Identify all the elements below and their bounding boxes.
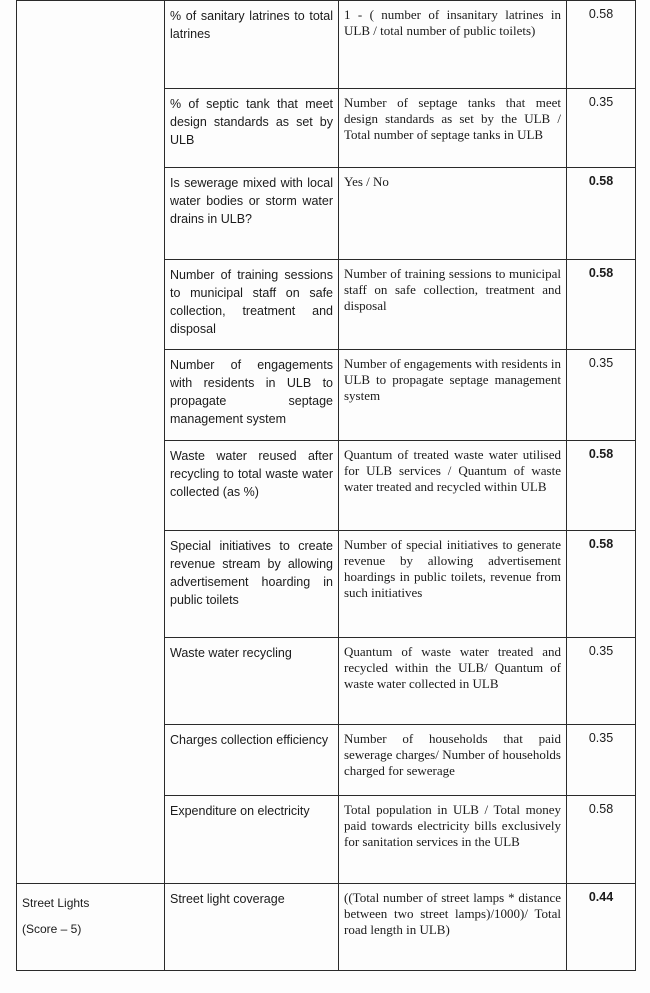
weight-cell: 0.35 — [567, 350, 636, 441]
weight-cell: 0.58 — [567, 531, 636, 638]
formula-cell: Number of special initiatives to generate revenue by allowing advertisement hoardings in public toilets, revenue from such initiatives — [339, 531, 567, 638]
weight-cell: 0.44 — [567, 884, 636, 971]
formula-cell: Number of engagements with residents in ULB to propagate septage management system — [339, 350, 567, 441]
table-row — [17, 1, 636, 89]
category-cell — [17, 884, 165, 971]
indicator-cell: Charges collection efficiency — [165, 725, 339, 796]
weight-cell: 0.35 — [567, 725, 636, 796]
formula-cell: Quantum of waste water treated and recycled within the ULB/ Quantum of waste water collected in ULB — [339, 638, 567, 725]
weight-cell: 0.58 — [567, 441, 636, 531]
indicator-table — [16, 0, 636, 971]
indicator-cell: Number of training sessions to municipal staff on safe collection, treatment and disposal — [165, 260, 339, 350]
indicator-cell: Special initiatives to create revenue stream by allowing advertisement hoarding in public toilets — [165, 531, 339, 638]
indicator-cell: Waste water reused after recycling to total waste water collected (as %) — [165, 441, 339, 531]
indicator-cell: Street light coverage — [165, 884, 339, 971]
category-cell — [17, 1, 165, 884]
weight-cell: 0.58 — [567, 796, 636, 884]
indicator-cell: Is sewerage mixed with local water bodies or storm water drains in ULB? — [165, 168, 339, 260]
weight-cell: 0.35 — [567, 638, 636, 725]
formula-cell: Number of septage tanks that meet design standards as set by the ULB / Total number of septage tanks in ULB — [339, 89, 567, 168]
formula-cell: Number of training sessions to municipal staff on safe collection, treatment and disposal — [339, 260, 567, 350]
weight-cell: 0.58 — [567, 168, 636, 260]
category-score: (Score – 5) — [22, 922, 82, 936]
indicator-cell: % of septic tank that meet design standards as set by ULB — [165, 89, 339, 168]
formula-cell: Number of households that paid sewerage charges/ Number of households charged for sewerage — [339, 725, 567, 796]
weight-cell: 0.58 — [567, 1, 636, 89]
indicator-cell: Number of engagements with residents in ULB to propagate septage management system — [165, 350, 339, 441]
category-name: Street Lights — [22, 896, 90, 910]
indicator-cell: Waste water recycling — [165, 638, 339, 725]
formula-cell: Yes / No — [339, 168, 567, 260]
formula-cell: Total population in ULB / Total money paid towards electricity bills exclusively for sanitation services in the ULB — [339, 796, 567, 884]
formula-cell: ((Total number of street lamps * distance between two street lamps)/1000)/ Total road length in ULB) — [339, 884, 567, 971]
table-row — [17, 884, 636, 971]
formula-cell: 1 - ( number of insanitary latrines in ULB / total number of public toilets) — [339, 1, 567, 89]
indicator-cell: % of sanitary latrines to total latrines — [165, 1, 339, 89]
indicator-cell: Expenditure on electricity — [165, 796, 339, 884]
weight-cell: 0.58 — [567, 260, 636, 350]
formula-cell: Quantum of treated waste water utilised for ULB services / Quantum of waste water treated and recycled within ULB — [339, 441, 567, 531]
weight-cell: 0.35 — [567, 89, 636, 168]
